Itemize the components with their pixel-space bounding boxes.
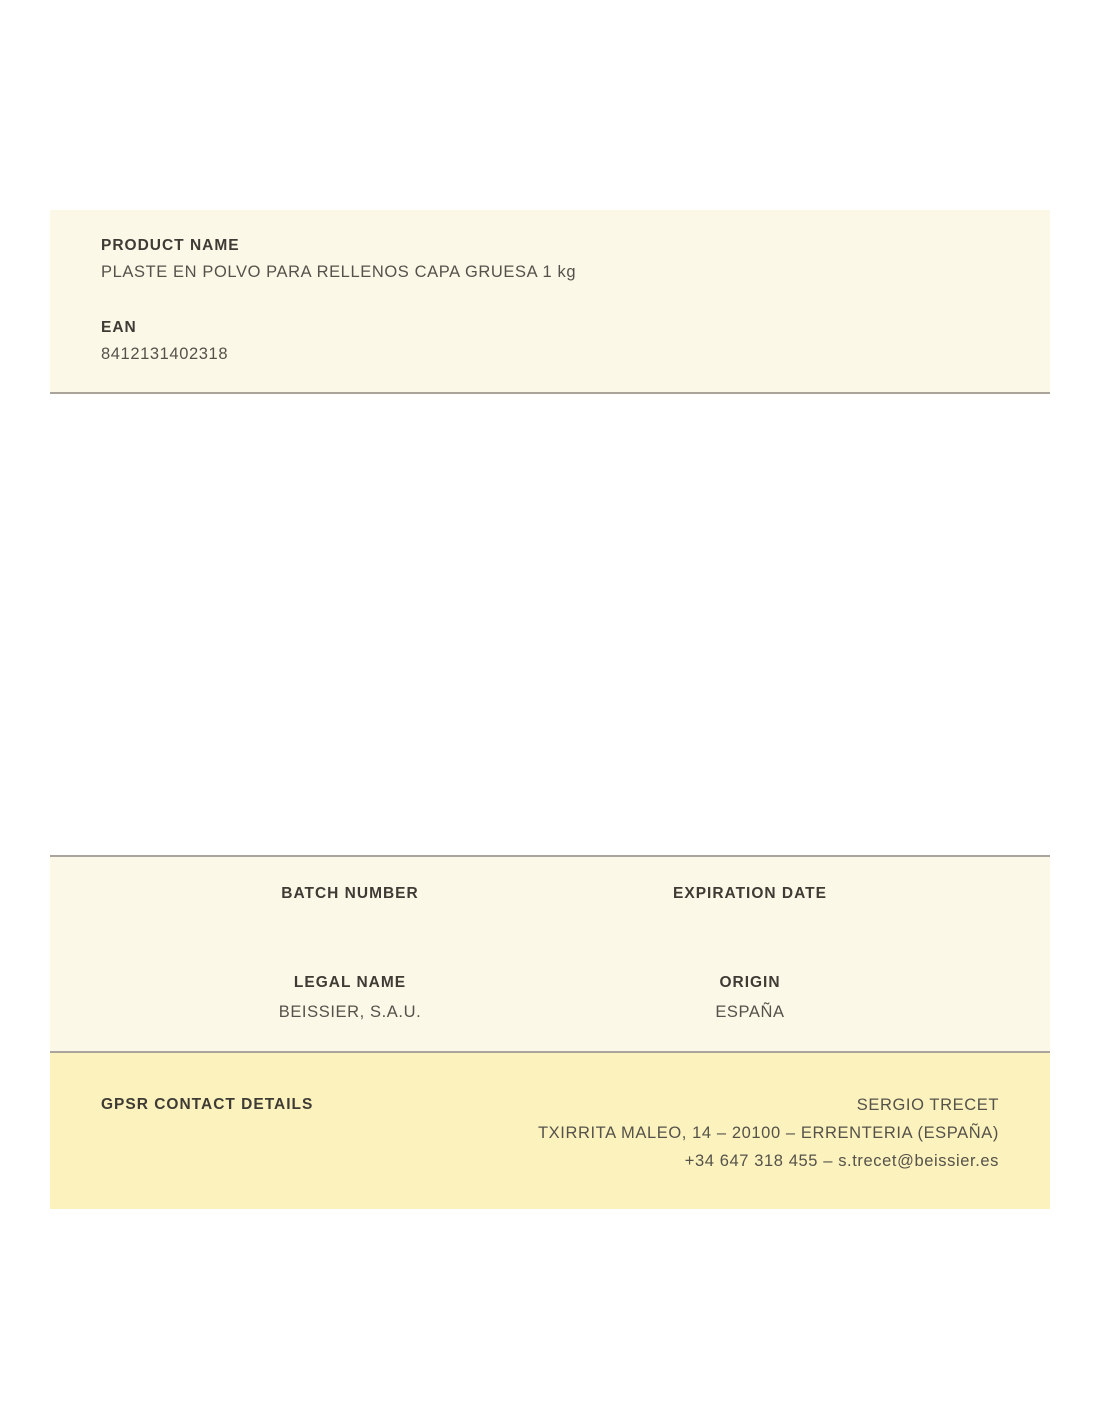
- origin-label: ORIGIN: [719, 974, 781, 991]
- origin-value: ESPAÑA: [715, 1003, 785, 1021]
- ean-label: EAN: [101, 319, 137, 336]
- gpsr-contact-block: [538, 1091, 999, 1175]
- batch-info-panel: [50, 855, 1050, 1053]
- origin-column: [550, 974, 950, 1022]
- gpsr-contact-phone-email: +34 647 318 455 – s.trecet@beissier.es: [684, 1152, 999, 1170]
- ean-field-group: [101, 319, 999, 364]
- gpsr-contact-name: SERGIO TRECET: [856, 1096, 999, 1114]
- gpsr-contact-panel: [50, 1053, 1050, 1209]
- product-info-panel: [50, 210, 1050, 394]
- gpsr-contact-title: GPSR CONTACT DETAILS: [101, 1096, 314, 1113]
- batch-expiration-row: [150, 885, 950, 903]
- legal-name-value: BEISSIER, S.A.U.: [278, 1003, 422, 1021]
- product-name-label: PRODUCT NAME: [101, 237, 240, 254]
- batch-number-column: [150, 885, 550, 903]
- legal-name-label: LEGAL NAME: [293, 974, 407, 991]
- product-name-value: PLASTE EN POLVO PARA RELLENOS CAPA GRUESA 1 kg: [101, 263, 577, 281]
- gpsr-contact-row: [101, 1091, 999, 1175]
- batch-number-label: BATCH NUMBER: [281, 885, 419, 902]
- expiration-date-label: EXPIRATION DATE: [673, 885, 827, 902]
- ean-value: 8412131402318: [101, 345, 229, 363]
- legal-origin-row: [150, 974, 950, 1022]
- gpsr-contact-address: TXIRRITA MALEO, 14 – 20100 – ERRENTERIA (ESPAÑA): [537, 1124, 999, 1142]
- legal-name-column: [150, 974, 550, 1022]
- expiration-date-column: [550, 885, 950, 903]
